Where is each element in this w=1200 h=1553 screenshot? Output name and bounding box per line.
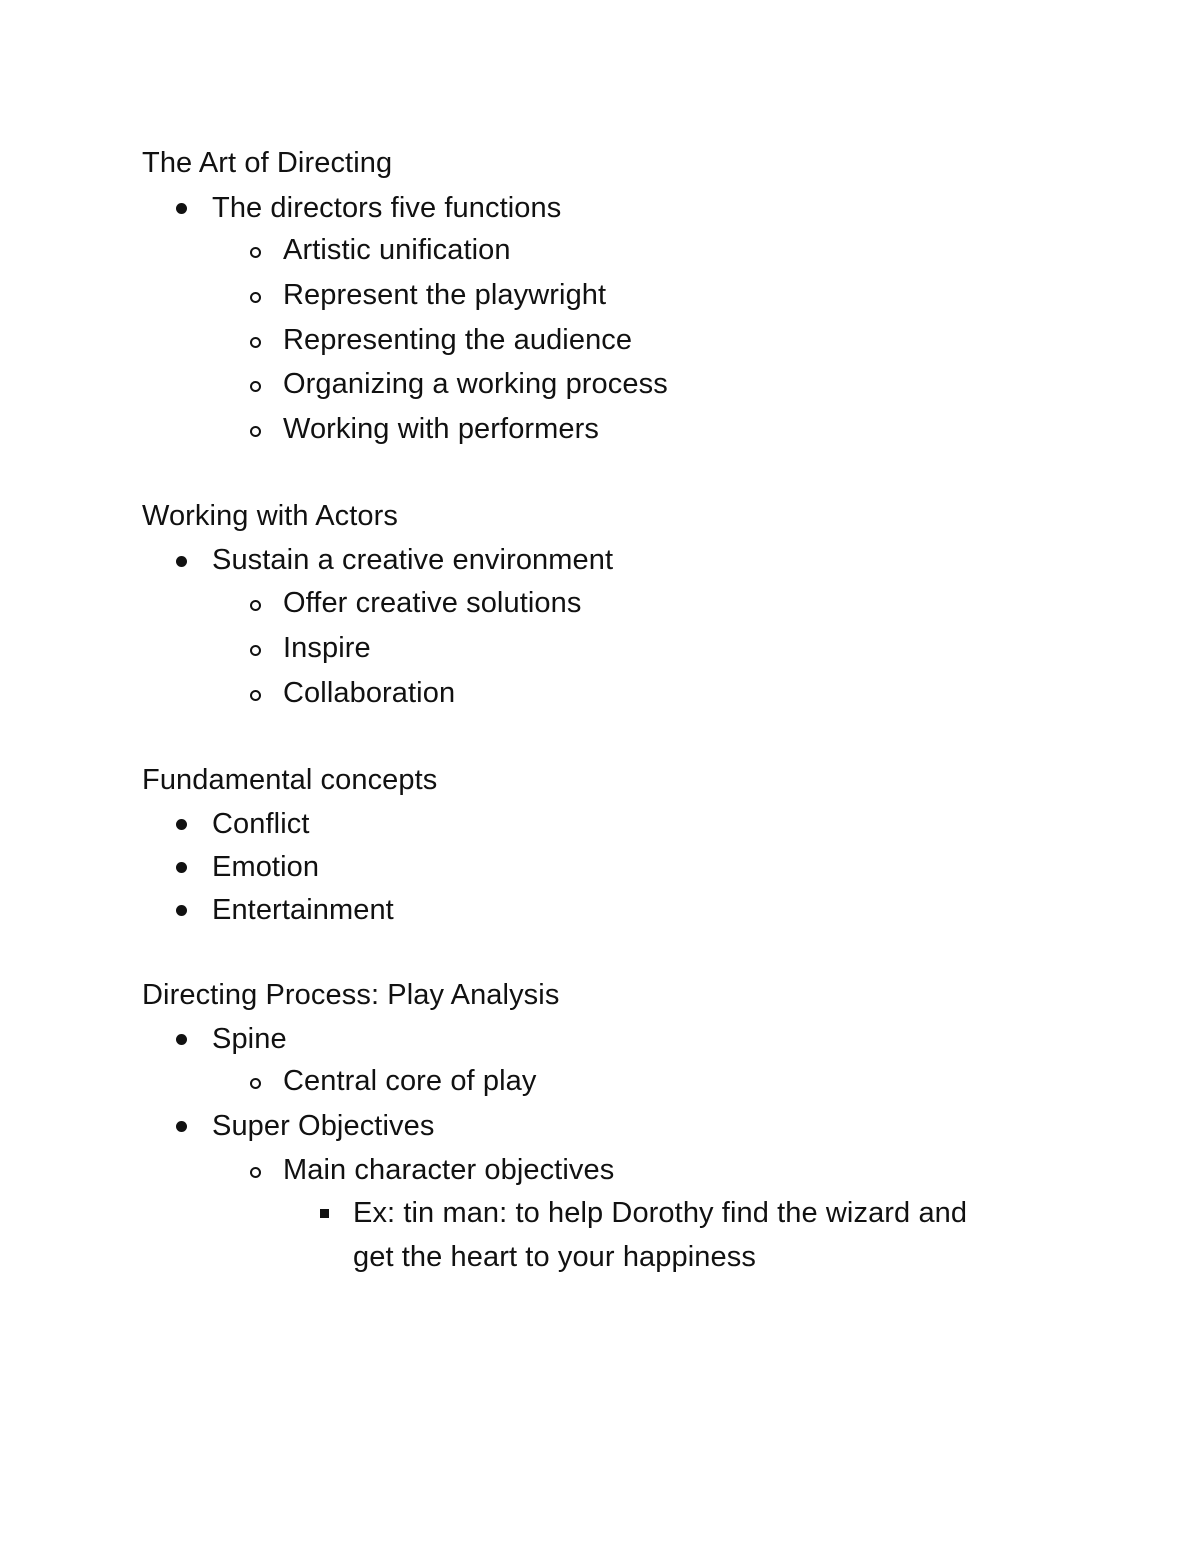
list-item: Collaboration xyxy=(283,677,456,709)
list-item: Super Objectives xyxy=(212,1110,435,1142)
list-item: Spine xyxy=(212,1023,287,1055)
list-item: Working with performers xyxy=(283,413,600,445)
list-item: Emotion xyxy=(212,851,320,883)
disc-bullet xyxy=(176,862,187,873)
list-item: Ex: tin man: to help Dorothy find the wizard and xyxy=(353,1197,968,1229)
section-heading-directing-process: Directing Process: Play Analysis xyxy=(142,979,560,1011)
disc-bullet xyxy=(176,203,187,214)
list-item: Offer creative solutions xyxy=(283,587,582,619)
list-item: Main character objectives xyxy=(283,1154,615,1186)
circle-bullet xyxy=(250,1167,261,1178)
circle-bullet xyxy=(250,1078,261,1089)
section-heading-working-with-actors: Working with Actors xyxy=(142,500,399,532)
list-item: Represent the playwright xyxy=(283,279,607,311)
circle-bullet xyxy=(250,645,261,656)
list-item-continuation: get the heart to your happiness xyxy=(353,1241,756,1273)
list-item: Central core of play xyxy=(283,1065,537,1097)
circle-bullet xyxy=(250,292,261,303)
list-item: Conflict xyxy=(212,808,310,840)
disc-bullet xyxy=(176,905,187,916)
list-item: Sustain a creative environment xyxy=(212,544,614,576)
circle-bullet xyxy=(250,247,261,258)
list-item: Organizing a working process xyxy=(283,368,668,400)
list-item: Entertainment xyxy=(212,894,394,926)
square-bullet xyxy=(320,1209,329,1218)
circle-bullet xyxy=(250,690,261,701)
disc-bullet xyxy=(176,1121,187,1132)
disc-bullet xyxy=(176,819,187,830)
circle-bullet xyxy=(250,426,261,437)
list-item: Representing the audience xyxy=(283,324,633,356)
section-heading-art-of-directing: The Art of Directing xyxy=(142,147,393,179)
list-item: The directors five functions xyxy=(212,192,562,224)
list-item: Inspire xyxy=(283,632,371,664)
circle-bullet xyxy=(250,381,261,392)
disc-bullet xyxy=(176,1034,187,1045)
list-item: Artistic unification xyxy=(283,234,511,266)
section-heading-fundamental-concepts: Fundamental concepts xyxy=(142,764,438,796)
circle-bullet xyxy=(250,337,261,348)
disc-bullet xyxy=(176,556,187,567)
circle-bullet xyxy=(250,600,261,611)
